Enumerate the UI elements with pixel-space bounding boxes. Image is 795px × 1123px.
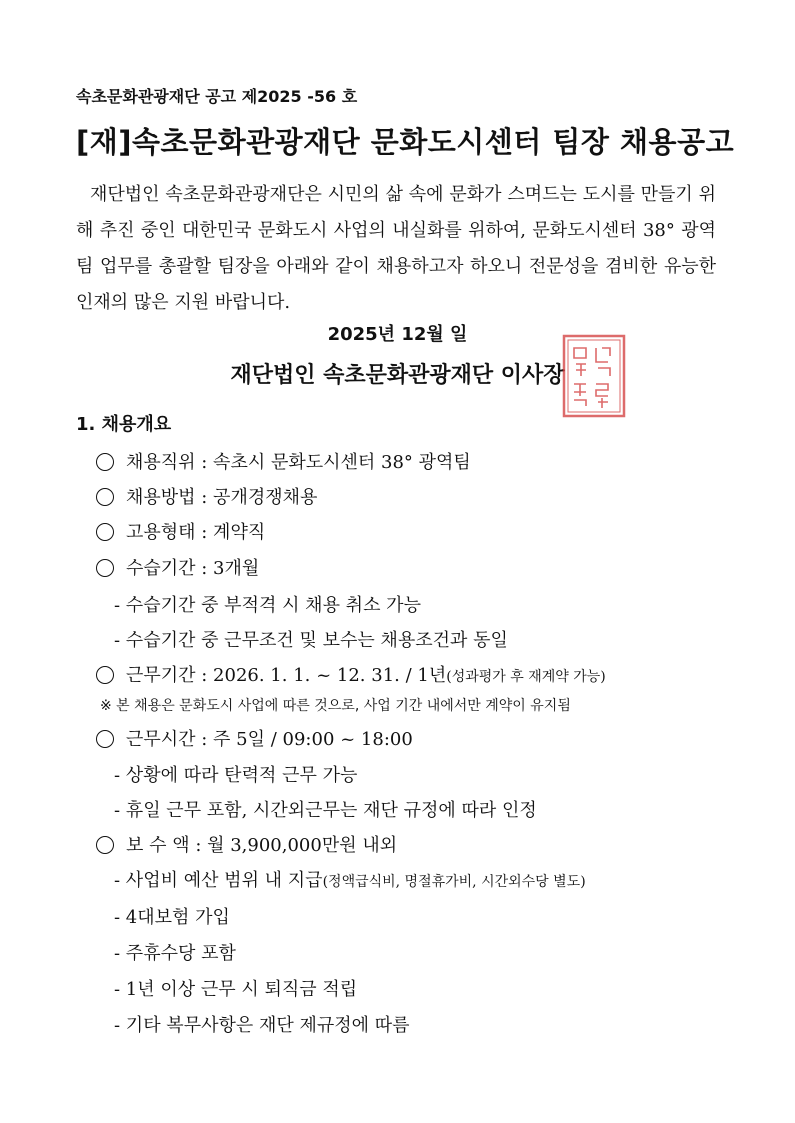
list-item: 수습기간 : 3개월 xyxy=(96,554,259,580)
circle-bullet-icon xyxy=(96,523,114,541)
term-note: ※ 본 채용은 문화도시 사업에 따른 것으로, 사업 기간 내에서만 계약이 유지됨 xyxy=(100,698,571,714)
list-subitem: - 수습기간 중 근무조건 및 보수는 채용조건과 동일 xyxy=(114,630,508,651)
notice-number: 속초문화관광재단 공고 제2025 -56 호 xyxy=(76,87,358,106)
list-subitem: - 기타 복무사항은 재단 제규정에 따름 xyxy=(114,1015,410,1036)
list-item: 고용형태 : 계약직 xyxy=(96,518,265,544)
list-item: 채용방법 : 공개경쟁채용 xyxy=(96,483,317,509)
list-subitem: - 수습기간 중 부적격 시 채용 취소 가능 xyxy=(114,595,421,616)
list-subitem: - 휴일 근무 포함, 시간외근무는 재단 규정에 따라 인정 xyxy=(114,800,537,821)
list-subitem: - 상황에 따라 탄력적 근무 가능 xyxy=(114,765,358,786)
circle-bullet-icon xyxy=(96,836,114,854)
list-subitem: - 주휴수당 포함 xyxy=(114,943,236,964)
list-item: 채용직위 : 속초시 문화도시센터 38° 광역팀 xyxy=(96,448,471,474)
circle-bullet-icon xyxy=(96,488,114,506)
list-subitem: - 1년 이상 근무 시 퇴직금 적립 xyxy=(114,979,358,1000)
list-item: 근무기간 : 2026. 1. 1. ~ 12. 31. / 1년(성과평가 후 재계약 가능) xyxy=(96,661,606,687)
circle-bullet-icon xyxy=(96,559,114,577)
announcement-date: 2025년 12월 일 xyxy=(327,324,468,345)
list-subitem: - 4대보험 가입 xyxy=(114,907,230,928)
list-item: 근무시간 : 주 5일 / 09:00 ~ 18:00 xyxy=(96,725,413,751)
circle-bullet-icon xyxy=(96,453,114,471)
circle-bullet-icon xyxy=(96,730,114,748)
issuing-organization: 재단법인 속초문화관광재단 이사장 xyxy=(230,363,565,388)
section-title: 1. 채용개요 xyxy=(76,414,172,435)
circle-bullet-icon xyxy=(96,666,114,684)
page-title: [재]속초문화관광재단 문화도시센터 팀장 채용공고 xyxy=(76,125,735,159)
list-subitem: - 사업비 예산 범위 내 지급(정액급식비, 명절휴가비, 시간외수당 별도) xyxy=(114,870,586,891)
list-item: 보 수 액 : 월 3,900,000만원 내외 xyxy=(96,831,397,857)
official-seal-icon xyxy=(562,334,626,418)
intro-paragraph: 재단법인 속초문화관광재단은 시민의 삶 속에 문화가 스며드는 도시를 만들기 위해 추진 중인 대한민국 문화도시 사업의 내실화를 위하여, 문화도시센터 38° 광역팀 업무를 총괄할 팀장을 아래와 같이 채용하고자 하오니 전문성을 겸비한 유능한 인재의 많은 지원 바랍니다. xyxy=(76,184,716,313)
